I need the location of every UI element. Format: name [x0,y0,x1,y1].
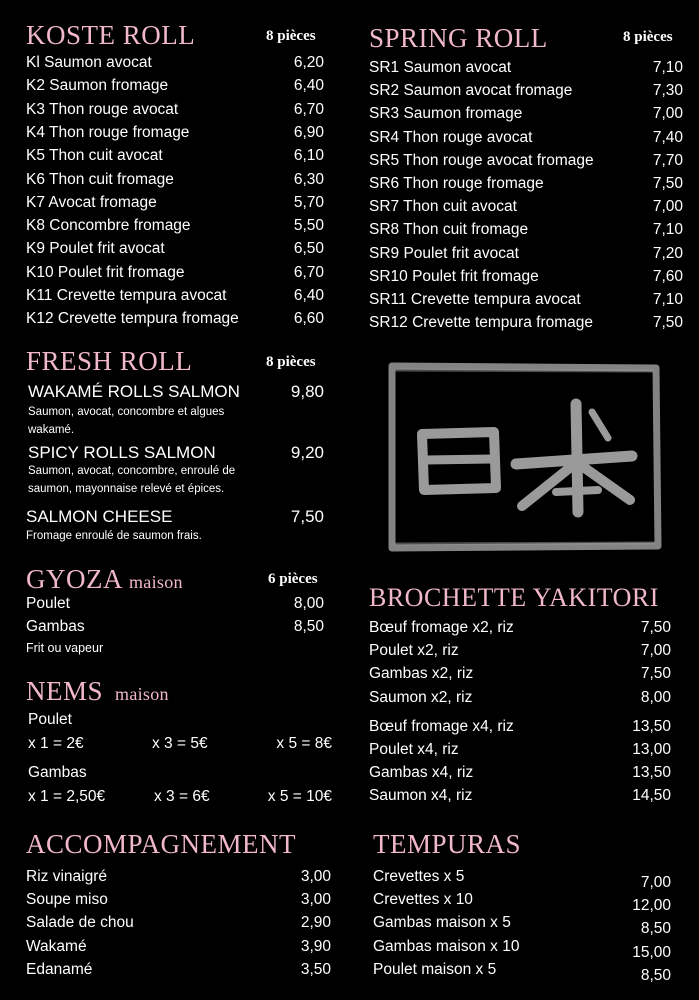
menu-item [369,617,671,639]
item-name: Wakamé [26,937,87,955]
item-price: 7,70 [652,151,683,169]
item-price: 7,10 [652,221,683,239]
item-name: Poulet x4, riz [369,741,459,758]
nems-group-label: Gambas [28,764,87,781]
item-price: 2,90 [300,914,331,932]
item-price: 5,50 [293,217,324,235]
menu-item [26,959,331,981]
section-title [26,678,169,705]
item-description: Saumon, avocat, concombre, enroulé de [28,465,236,477]
item-name: SR11 Crevette tempura avocat [369,291,581,308]
item-name: SR4 Thon rouge avocat [369,128,533,146]
nems-price: x 3 = 5€ [152,735,208,752]
menu-item [369,173,683,195]
item-price: 14,50 [632,787,671,805]
menu-item [369,739,671,761]
item-price: 7,00 [640,642,671,660]
item-name: Crevettes x 5 [373,868,465,885]
item-name: Gambas maison x 10 [373,937,520,955]
item-price: 6,10 [293,147,324,165]
pieces-count: 8 pièces [266,28,316,44]
menu-item [26,169,324,191]
menu-item [26,866,331,888]
item-name: K9 Poulet frit avocat [26,240,165,258]
item-price: 7,50 [652,175,683,192]
nems-price: x 1 = 2€ [28,735,84,752]
item-price: 7,40 [652,128,683,146]
menu-item [369,687,671,709]
menu-item [369,312,683,334]
item-name: Kl Saumon avocat [26,54,152,71]
menu-item [369,127,683,149]
menu-item [369,57,683,79]
nems-price-row [26,786,332,808]
nems-group-label: Poulet [28,711,72,728]
item-name: SPICY ROLLS SALMON [28,443,216,462]
item-name: K2 Saumon fromage [26,77,169,95]
item-price: 3,50 [300,960,331,978]
section-title: ACCOMPAGNEMENT [26,829,297,859]
item-name: K4 Thon rouge fromage [26,123,190,141]
item-price: 7,10 [652,59,683,76]
nems-section [26,678,332,808]
item-name: K6 Thon cuit fromage [26,170,174,188]
menu-item [26,308,324,330]
menu-item [26,75,324,97]
menu-item [369,196,683,218]
item-description: Saumon, avocat, concombre et algues [28,406,225,418]
item-price: 7,50 [640,619,671,636]
item-name: Gambas [26,618,85,635]
item-name: SR12 Crevette tempura fromage [369,314,593,332]
section-title: SPRING ROLL [369,23,548,53]
item-price: 5,70 [293,193,324,211]
item-price: 15,00 [632,943,671,961]
item-name: Crevettes x 10 [373,891,473,909]
menu-item [369,716,671,738]
section-title: TEMPURAS [373,829,522,859]
menu-item [26,442,324,464]
item-price: 6,70 [293,100,324,118]
item-price: 3,00 [300,868,331,885]
section-title: FRESH ROLL [26,346,193,376]
item-price: 6,50 [293,240,324,258]
item-name: K8 Concombre fromage [26,217,191,235]
item-price: 8,50 [640,920,671,938]
item-name: SR8 Thon cuit fromage [369,221,529,239]
menu-item [26,122,324,144]
pieces-count: 6 pièces [268,571,318,587]
item-name: Saumon x4, riz [369,787,473,805]
item-name: Gambas x4, riz [369,764,474,782]
menu-item [26,506,324,528]
item-name: Edanamé [26,960,93,978]
menu-item [369,150,683,172]
menu-item [373,866,671,891]
menu-item [26,99,324,121]
nems-price: x 5 = 10€ [267,788,332,805]
menu-item [26,262,324,284]
menu-item [26,192,324,214]
menu-item [369,663,671,685]
item-price: 7,00 [652,198,683,216]
item-name: Riz vinaigré [26,868,107,885]
item-name: K11 Crevette tempura avocat [26,287,227,304]
title-main: NEMS [26,676,104,706]
item-name: Poulet maison x 5 [373,960,497,978]
item-price: 13,00 [632,741,671,758]
section-title: KOSTE ROLL [26,20,196,50]
menu-item [26,616,324,638]
item-price: 6,20 [293,54,324,71]
menu-item [26,936,331,958]
item-price: 7,60 [652,267,683,285]
item-name: SR9 Poulet frit avocat [369,244,519,262]
menu-item [369,80,683,102]
section-title [26,566,183,593]
menu-item [373,936,671,961]
item-price: 7,00 [652,105,683,123]
item-price: 8,00 [293,595,324,612]
menu-item [373,889,671,915]
item-description: Fromage enroulé de saumon frais. [26,530,202,542]
menu-item [26,215,324,237]
title-subtitle: maison [129,572,183,592]
item-price: 13,50 [632,764,671,782]
menu-item [369,785,671,807]
menu-item [369,640,671,662]
title-subtitle: maison [115,684,169,704]
item-price: 7,50 [652,314,683,332]
item-price: 6,40 [293,77,324,95]
item-price: 12,00 [632,897,671,915]
item-price: 3,90 [300,937,331,955]
item-price: 9,80 [290,382,324,401]
item-price: 6,70 [293,263,324,281]
menu-item [26,238,324,260]
menu-item [373,959,671,984]
item-name: Poulet [26,595,70,612]
section-title: BROCHETTE YAKITORI [369,583,659,612]
item-price: 7,30 [652,82,683,100]
menu-item [373,912,671,938]
item-name: WAKAMÉ ROLLS SALMON [28,382,240,401]
item-name: Soupe miso [26,891,108,909]
item-name: Salade de chou [26,914,134,932]
item-name: K5 Thon cuit avocat [26,147,163,165]
menu-item [369,219,683,241]
nems-price-row [26,733,332,755]
menu-item [369,289,683,311]
item-name: K3 Thon rouge avocat [26,100,179,118]
item-price: 8,50 [640,966,671,984]
item-name: SALMON CHEESE [26,507,173,526]
item-name: Saumon x2, riz [369,688,473,706]
item-price: 8,00 [640,688,671,706]
menu-item [26,285,324,307]
item-name: Gambas x2, riz [369,665,474,683]
item-price: 6,30 [293,170,324,188]
item-name: Bœuf fromage x4, riz [369,717,514,735]
item-price: 8,50 [293,618,324,635]
nems-price: x 3 = 6€ [154,788,210,805]
pieces-count: 8 pièces [266,354,316,370]
item-price: 13,50 [632,717,671,735]
item-name: SR2 Saumon avocat fromage [369,82,573,100]
nihon-kanji-icon [386,360,662,552]
menu-item [26,593,324,615]
menu-item [26,52,324,74]
item-name: K10 Poulet frit fromage [26,263,185,281]
item-name: SR1 Saumon avocat [369,59,512,76]
menu-item [369,266,683,288]
nems-price: x 1 = 2,50€ [28,788,106,805]
title-main: GYOZA [26,564,123,594]
menu-item [26,381,324,403]
item-price: 7,50 [640,665,671,683]
item-price: 3,00 [300,891,331,909]
menu-item [369,762,671,784]
item-name: SR7 Thon cuit avocat [369,198,517,216]
item-description: wakamé. [28,424,75,436]
item-price: 7,00 [640,874,671,891]
item-name: SR3 Saumon fromage [369,105,523,123]
menu-item [369,243,683,265]
nems-price: x 5 = 8€ [276,735,332,752]
item-name: K7 Avocat fromage [26,193,157,211]
menu-item [26,145,324,167]
menu-item [369,103,683,125]
menu-item [26,912,331,934]
item-price: 6,90 [293,123,324,141]
item-price: 7,50 [290,507,324,526]
pieces-count: 8 pièces [623,29,673,45]
item-price: 9,20 [290,443,324,462]
item-note: Frit ou vapeur [26,641,104,655]
item-name: SR5 Thon rouge avocat fromage [369,151,594,169]
item-description: saumon, mayonnaise relevé et épices. [28,483,225,495]
item-price: 6,60 [293,310,324,328]
item-name: SR6 Thon rouge fromage [369,175,544,192]
item-name: Poulet x2, riz [369,642,459,660]
item-price: 7,20 [652,244,683,262]
item-price: 7,10 [652,291,683,308]
item-name: SR10 Poulet frit fromage [369,267,539,285]
item-name: Gambas maison x 5 [373,914,511,932]
menu-item [26,889,331,911]
item-name: Bœuf fromage x2, riz [369,619,514,636]
item-name: K12 Crevette tempura fromage [26,310,239,328]
item-price: 6,40 [293,287,324,304]
